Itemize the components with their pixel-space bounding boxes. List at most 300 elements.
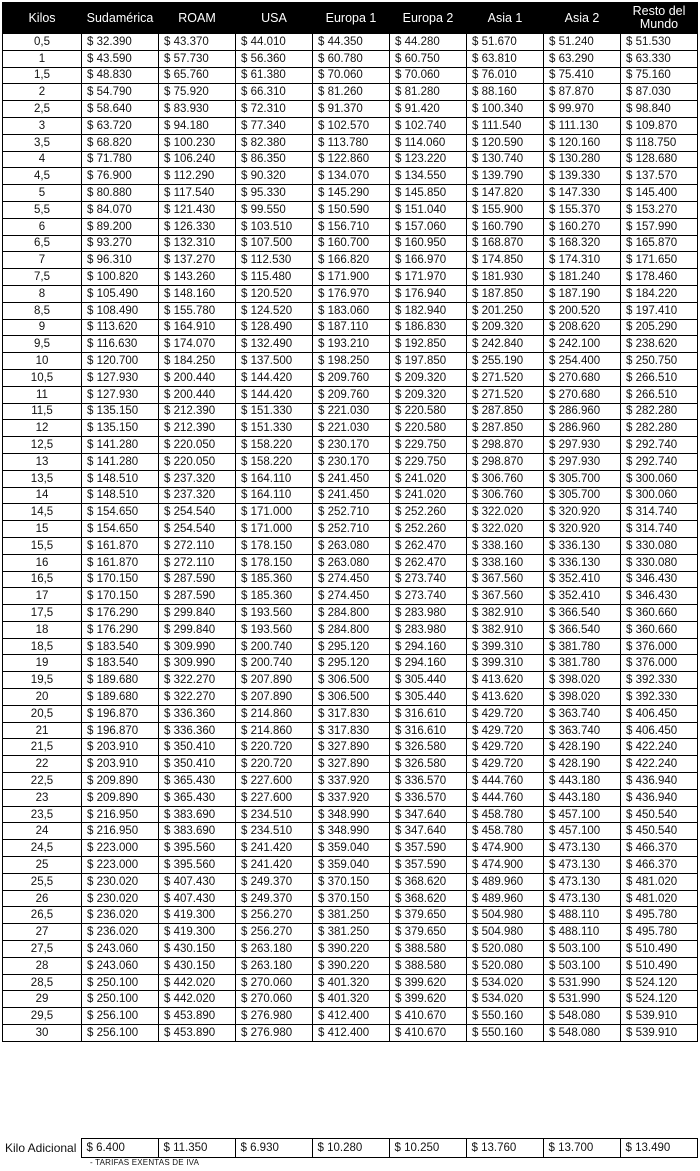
rate-cell: $ 108.490 xyxy=(82,302,159,319)
kilos-cell: 24,5 xyxy=(3,840,82,857)
kilos-cell: 23 xyxy=(3,789,82,806)
rate-cell: $ 230.020 xyxy=(82,890,159,907)
rate-cell: $ 370.150 xyxy=(313,890,390,907)
kilos-cell: 25 xyxy=(3,857,82,874)
kilos-cell: 23,5 xyxy=(3,806,82,823)
rate-cell: $ 365.430 xyxy=(159,773,236,790)
rate-cell: $ 401.320 xyxy=(313,974,390,991)
kilos-cell: 18,5 xyxy=(3,638,82,655)
rate-cell: $ 176.290 xyxy=(82,605,159,622)
tax-note: - TARIFAS EXENTAS DE IVA xyxy=(90,1158,200,1167)
rate-cell: $ 193.210 xyxy=(313,336,390,353)
rate-cell: $ 503.100 xyxy=(544,957,621,974)
rate-cell: $ 363.740 xyxy=(544,705,621,722)
rate-cell: $ 189.680 xyxy=(82,689,159,706)
rate-cell: $ 68.820 xyxy=(82,134,159,151)
rate-cell: $ 143.260 xyxy=(159,269,236,286)
kilo-adicional-table xyxy=(2,1138,698,1158)
kilos-cell: 21 xyxy=(3,722,82,739)
rate-cell: $ 113.780 xyxy=(313,134,390,151)
table-row xyxy=(3,269,698,286)
rate-cell: $ 510.490 xyxy=(621,957,698,974)
kilos-cell: 11 xyxy=(3,386,82,403)
rate-cell: $ 230.020 xyxy=(82,873,159,890)
rate-cell: $ 164.910 xyxy=(159,319,236,336)
rate-cell: $ 113.620 xyxy=(82,319,159,336)
column-header: Asia 1 xyxy=(467,3,544,34)
rate-cell: $ 158.220 xyxy=(236,437,313,454)
rate-cell: $ 429.720 xyxy=(467,756,544,773)
rate-cell: $ 80.880 xyxy=(82,185,159,202)
rate-cell: $ 214.860 xyxy=(236,705,313,722)
rate-cell: $ 87.030 xyxy=(621,84,698,101)
rate-cell: $ 229.750 xyxy=(390,437,467,454)
rate-cell: $ 429.720 xyxy=(467,722,544,739)
rate-cell: $ 137.270 xyxy=(159,252,236,269)
rate-cell: $ 282.280 xyxy=(621,403,698,420)
rate-cell: $ 99.970 xyxy=(544,101,621,118)
rate-cell: $ 120.520 xyxy=(236,285,313,302)
rate-cell: $ 295.120 xyxy=(313,655,390,672)
rate-cell: $ 187.850 xyxy=(467,285,544,302)
rate-cell: $ 442.020 xyxy=(159,974,236,991)
rate-cell: $ 422.240 xyxy=(621,739,698,756)
rate-cell: $ 109.870 xyxy=(621,117,698,134)
rate-cell: $ 256.100 xyxy=(82,1025,159,1042)
rate-cell: $ 227.600 xyxy=(236,789,313,806)
kilos-cell: 7 xyxy=(3,252,82,269)
rate-cell: $ 410.670 xyxy=(390,1008,467,1025)
rate-cell: $ 120.590 xyxy=(467,134,544,151)
rate-cell: $ 450.540 xyxy=(621,823,698,840)
rate-cell: $ 262.470 xyxy=(390,554,467,571)
kilos-cell: 6 xyxy=(3,218,82,235)
table-row xyxy=(3,605,698,622)
rate-cell: $ 338.160 xyxy=(467,537,544,554)
rate-cell: $ 534.020 xyxy=(467,991,544,1008)
rate-cell: $ 399.310 xyxy=(467,638,544,655)
rate-cell: $ 128.490 xyxy=(236,319,313,336)
kilo-adicional-cell: $ 6.400 xyxy=(81,1139,158,1158)
rate-cell: $ 395.560 xyxy=(159,857,236,874)
rate-cell: $ 379.650 xyxy=(390,907,467,924)
rate-cell: $ 148.160 xyxy=(159,285,236,302)
rate-cell: $ 151.040 xyxy=(390,201,467,218)
rate-cell: $ 70.060 xyxy=(313,67,390,84)
rate-cell: $ 406.450 xyxy=(621,705,698,722)
rate-cell: $ 106.240 xyxy=(159,151,236,168)
rate-cell: $ 196.870 xyxy=(82,722,159,739)
kilos-cell: 16,5 xyxy=(3,571,82,588)
rate-cell: $ 182.940 xyxy=(390,302,467,319)
rate-cell: $ 87.870 xyxy=(544,84,621,101)
rate-cell: $ 128.680 xyxy=(621,151,698,168)
rate-cell: $ 443.180 xyxy=(544,773,621,790)
rate-cell: $ 381.250 xyxy=(313,924,390,941)
rate-cell: $ 270.680 xyxy=(544,386,621,403)
rate-cell: $ 60.780 xyxy=(313,50,390,67)
rate-cell: $ 118.750 xyxy=(621,134,698,151)
rate-cell: $ 481.020 xyxy=(621,890,698,907)
rate-cell: $ 198.250 xyxy=(313,353,390,370)
rate-cell: $ 287.850 xyxy=(467,403,544,420)
rate-cell: $ 89.200 xyxy=(82,218,159,235)
rate-cell: $ 294.160 xyxy=(390,638,467,655)
rate-cell: $ 383.690 xyxy=(159,823,236,840)
kilos-cell: 24 xyxy=(3,823,82,840)
rate-cell: $ 105.490 xyxy=(82,285,159,302)
rate-cell: $ 250.750 xyxy=(621,353,698,370)
table-row xyxy=(3,655,698,672)
kilos-cell: 8 xyxy=(3,285,82,302)
table-row xyxy=(3,218,698,235)
rate-cell: $ 453.890 xyxy=(159,1008,236,1025)
rate-cell: $ 317.830 xyxy=(313,722,390,739)
rate-cell: $ 284.800 xyxy=(313,621,390,638)
rate-cell: $ 539.910 xyxy=(621,1008,698,1025)
rate-cell: $ 266.510 xyxy=(621,369,698,386)
table-row xyxy=(3,571,698,588)
rate-cell: $ 286.960 xyxy=(544,403,621,420)
rate-cell: $ 77.340 xyxy=(236,117,313,134)
rate-cell: $ 184.250 xyxy=(159,353,236,370)
kilo-adicional-cell: $ 13.700 xyxy=(543,1139,620,1158)
rate-cell: $ 534.020 xyxy=(467,974,544,991)
rate-cell: $ 489.960 xyxy=(467,873,544,890)
rate-cell: $ 181.930 xyxy=(467,269,544,286)
rate-cell: $ 419.300 xyxy=(159,907,236,924)
rate-cell: $ 473.130 xyxy=(544,890,621,907)
rate-cell: $ 252.260 xyxy=(390,504,467,521)
rate-cell: $ 200.740 xyxy=(236,655,313,672)
rate-cell: $ 466.370 xyxy=(621,857,698,874)
rate-cell: $ 145.850 xyxy=(390,185,467,202)
rate-cell: $ 287.850 xyxy=(467,420,544,437)
rate-cell: $ 473.130 xyxy=(544,840,621,857)
rate-cell: $ 151.330 xyxy=(236,420,313,437)
rate-cell: $ 504.980 xyxy=(467,924,544,941)
rate-cell: $ 298.870 xyxy=(467,453,544,470)
table-row xyxy=(3,470,698,487)
rate-cell: $ 284.800 xyxy=(313,605,390,622)
rate-cell: $ 203.910 xyxy=(82,756,159,773)
rate-cell: $ 363.740 xyxy=(544,722,621,739)
table-row xyxy=(3,369,698,386)
rate-cell: $ 322.020 xyxy=(467,504,544,521)
rate-cell: $ 305.700 xyxy=(544,470,621,487)
kilo-adicional-cell: $ 13.760 xyxy=(466,1139,543,1158)
kilos-cell: 8,5 xyxy=(3,302,82,319)
table-row xyxy=(3,252,698,269)
rate-cell: $ 43.590 xyxy=(82,50,159,67)
rate-cell: $ 474.900 xyxy=(467,857,544,874)
column-header: Europa 2 xyxy=(390,3,467,34)
rate-cell: $ 184.220 xyxy=(621,285,698,302)
rate-cell: $ 155.370 xyxy=(544,201,621,218)
rate-cell: $ 410.670 xyxy=(390,1025,467,1042)
table-row xyxy=(3,621,698,638)
rate-cell: $ 96.310 xyxy=(82,252,159,269)
rate-cell: $ 43.370 xyxy=(159,34,236,51)
rate-cell: $ 160.270 xyxy=(544,218,621,235)
rate-cell: $ 381.250 xyxy=(313,907,390,924)
rate-cell: $ 237.320 xyxy=(159,470,236,487)
rate-cell: $ 160.950 xyxy=(390,235,467,252)
rate-cell: $ 326.580 xyxy=(390,739,467,756)
rate-cell: $ 134.550 xyxy=(390,168,467,185)
rate-cell: $ 168.870 xyxy=(467,235,544,252)
rate-cell: $ 457.100 xyxy=(544,806,621,823)
rate-cell: $ 176.290 xyxy=(82,621,159,638)
rate-cell: $ 120.700 xyxy=(82,353,159,370)
rate-cell: $ 114.060 xyxy=(390,134,467,151)
rate-cell: $ 160.700 xyxy=(313,235,390,252)
rate-cell: $ 263.180 xyxy=(236,957,313,974)
rate-cell: $ 388.580 xyxy=(390,957,467,974)
table-row xyxy=(3,386,698,403)
rate-cell: $ 316.610 xyxy=(390,705,467,722)
kilo-adicional-row xyxy=(2,1139,697,1158)
rate-cell: $ 392.330 xyxy=(621,689,698,706)
kilos-cell: 16 xyxy=(3,554,82,571)
table-row xyxy=(3,638,698,655)
rate-cell: $ 91.420 xyxy=(390,101,467,118)
rate-cell: $ 388.580 xyxy=(390,941,467,958)
kilos-cell: 29,5 xyxy=(3,1008,82,1025)
rate-cell: $ 399.620 xyxy=(390,991,467,1008)
rate-cell: $ 306.760 xyxy=(467,487,544,504)
rate-cell: $ 200.520 xyxy=(544,302,621,319)
rate-cell: $ 187.110 xyxy=(313,319,390,336)
rate-cell: $ 134.070 xyxy=(313,168,390,185)
rate-cell: $ 166.970 xyxy=(390,252,467,269)
rate-cell: $ 65.760 xyxy=(159,67,236,84)
kilos-cell: 15 xyxy=(3,521,82,538)
table-row xyxy=(3,739,698,756)
rate-cell: $ 250.100 xyxy=(82,974,159,991)
rate-cell: $ 83.930 xyxy=(159,101,236,118)
table-row xyxy=(3,1008,698,1025)
rate-cell: $ 252.710 xyxy=(313,504,390,521)
rate-cell: $ 298.870 xyxy=(467,437,544,454)
rate-cell: $ 382.910 xyxy=(467,621,544,638)
table-row xyxy=(3,487,698,504)
rate-cell: $ 205.290 xyxy=(621,319,698,336)
table-row xyxy=(3,857,698,874)
rate-cell: $ 383.690 xyxy=(159,806,236,823)
rate-cell: $ 442.020 xyxy=(159,991,236,1008)
table-row xyxy=(3,437,698,454)
rate-cell: $ 330.080 xyxy=(621,537,698,554)
rate-cell: $ 70.060 xyxy=(390,67,467,84)
table-row xyxy=(3,84,698,101)
rate-cell: $ 207.890 xyxy=(236,672,313,689)
rate-cell: $ 236.020 xyxy=(82,907,159,924)
rate-cell: $ 294.160 xyxy=(390,655,467,672)
rate-cell: $ 94.180 xyxy=(159,117,236,134)
kilos-cell: 14,5 xyxy=(3,504,82,521)
rate-cell: $ 337.920 xyxy=(313,773,390,790)
rate-cell: $ 406.450 xyxy=(621,722,698,739)
rate-cell: $ 466.370 xyxy=(621,840,698,857)
rate-cell: $ 305.700 xyxy=(544,487,621,504)
rate-cell: $ 488.110 xyxy=(544,924,621,941)
rate-cell: $ 236.020 xyxy=(82,924,159,941)
rate-cell: $ 241.420 xyxy=(236,840,313,857)
rate-cell: $ 127.930 xyxy=(82,386,159,403)
table-row xyxy=(3,890,698,907)
rate-cell: $ 230.170 xyxy=(313,453,390,470)
rate-cell: $ 336.360 xyxy=(159,722,236,739)
rate-cell: $ 189.680 xyxy=(82,672,159,689)
table-row xyxy=(3,168,698,185)
rate-cell: $ 51.670 xyxy=(467,34,544,51)
column-header: Resto del Mundo xyxy=(621,3,698,34)
rate-cell: $ 164.110 xyxy=(236,470,313,487)
rate-cell: $ 112.290 xyxy=(159,168,236,185)
kilos-cell: 28 xyxy=(3,957,82,974)
rate-cell: $ 531.990 xyxy=(544,991,621,1008)
kilos-cell: 3,5 xyxy=(3,134,82,151)
rate-cell: $ 223.000 xyxy=(82,840,159,857)
rate-cell: $ 270.680 xyxy=(544,369,621,386)
rate-cell: $ 443.180 xyxy=(544,789,621,806)
rate-cell: $ 234.510 xyxy=(236,806,313,823)
rate-cell: $ 100.230 xyxy=(159,134,236,151)
rate-cell: $ 350.410 xyxy=(159,739,236,756)
rate-cell: $ 220.050 xyxy=(159,453,236,470)
kilos-cell: 9 xyxy=(3,319,82,336)
rate-cell: $ 531.990 xyxy=(544,974,621,991)
kilos-cell: 20,5 xyxy=(3,705,82,722)
kilos-cell: 22,5 xyxy=(3,773,82,790)
rate-cell: $ 382.910 xyxy=(467,605,544,622)
rate-cell: $ 127.930 xyxy=(82,369,159,386)
header-row xyxy=(3,3,698,34)
rate-cell: $ 381.780 xyxy=(544,655,621,672)
rate-cell: $ 376.000 xyxy=(621,655,698,672)
rate-cell: $ 137.500 xyxy=(236,353,313,370)
table-row xyxy=(3,756,698,773)
rate-cell: $ 392.330 xyxy=(621,672,698,689)
table-row xyxy=(3,588,698,605)
rate-cell: $ 322.270 xyxy=(159,689,236,706)
table-row xyxy=(3,689,698,706)
rate-cell: $ 336.360 xyxy=(159,705,236,722)
rate-cell: $ 352.410 xyxy=(544,571,621,588)
rate-cell: $ 376.000 xyxy=(621,638,698,655)
rate-cell: $ 107.500 xyxy=(236,235,313,252)
rate-cell: $ 155.780 xyxy=(159,302,236,319)
rate-cell: $ 148.510 xyxy=(82,487,159,504)
rate-cell: $ 241.020 xyxy=(390,470,467,487)
rate-cell: $ 32.390 xyxy=(82,34,159,51)
table-row xyxy=(3,235,698,252)
kilos-cell: 27 xyxy=(3,924,82,941)
rate-cell: $ 390.220 xyxy=(313,941,390,958)
rate-cell: $ 148.510 xyxy=(82,470,159,487)
rate-cell: $ 171.000 xyxy=(236,504,313,521)
rate-cell: $ 176.940 xyxy=(390,285,467,302)
rate-cell: $ 209.320 xyxy=(390,369,467,386)
kilos-cell: 5,5 xyxy=(3,201,82,218)
rate-cell: $ 63.810 xyxy=(467,50,544,67)
rate-cell: $ 381.780 xyxy=(544,638,621,655)
rate-cell: $ 422.240 xyxy=(621,756,698,773)
rate-cell: $ 51.530 xyxy=(621,34,698,51)
rate-cell: $ 242.840 xyxy=(467,336,544,353)
kilos-cell: 26,5 xyxy=(3,907,82,924)
rate-cell: $ 306.760 xyxy=(467,470,544,487)
rate-cell: $ 550.160 xyxy=(467,1025,544,1042)
rate-cell: $ 111.130 xyxy=(544,117,621,134)
table-row xyxy=(3,185,698,202)
rate-cell: $ 263.180 xyxy=(236,941,313,958)
rate-cell: $ 234.510 xyxy=(236,823,313,840)
rate-cell: $ 283.980 xyxy=(390,621,467,638)
rate-cell: $ 99.550 xyxy=(236,201,313,218)
rate-cell: $ 413.620 xyxy=(467,689,544,706)
table-row xyxy=(3,151,698,168)
kilo-adicional-label: Kilo Adicional xyxy=(5,1141,77,1155)
rate-cell: $ 174.310 xyxy=(544,252,621,269)
rate-cell: $ 88.160 xyxy=(467,84,544,101)
rate-cell: $ 153.270 xyxy=(621,201,698,218)
rate-cell: $ 227.600 xyxy=(236,773,313,790)
rate-cell: $ 123.220 xyxy=(390,151,467,168)
rate-cell: $ 548.080 xyxy=(544,1008,621,1025)
rate-cell: $ 504.980 xyxy=(467,907,544,924)
rate-cell: $ 366.540 xyxy=(544,621,621,638)
rate-cell: $ 495.780 xyxy=(621,907,698,924)
rate-cell: $ 306.500 xyxy=(313,672,390,689)
rate-cell: $ 357.590 xyxy=(390,857,467,874)
table-row xyxy=(3,319,698,336)
rate-cell: $ 412.400 xyxy=(313,1025,390,1042)
rate-cell: $ 164.110 xyxy=(236,487,313,504)
rate-cell: $ 347.640 xyxy=(390,806,467,823)
rate-cell: $ 220.580 xyxy=(390,403,467,420)
kilo-adicional-cell: $ 13.490 xyxy=(620,1139,697,1158)
rate-cell: $ 346.430 xyxy=(621,588,698,605)
rate-cell: $ 71.780 xyxy=(82,151,159,168)
rate-cell: $ 66.310 xyxy=(236,84,313,101)
rate-cell: $ 299.840 xyxy=(159,605,236,622)
rate-cell: $ 216.950 xyxy=(82,823,159,840)
rate-cell: $ 510.490 xyxy=(621,941,698,958)
rate-cell: $ 161.870 xyxy=(82,554,159,571)
kilos-cell: 13,5 xyxy=(3,470,82,487)
rate-cell: $ 124.520 xyxy=(236,302,313,319)
table-row xyxy=(3,134,698,151)
rate-cell: $ 130.740 xyxy=(467,151,544,168)
rate-cell: $ 63.290 xyxy=(544,50,621,67)
rate-cell: $ 430.150 xyxy=(159,957,236,974)
rate-cell: $ 276.980 xyxy=(236,1025,313,1042)
rate-cell: $ 214.860 xyxy=(236,722,313,739)
table-row xyxy=(3,974,698,991)
rate-cell: $ 276.980 xyxy=(236,1008,313,1025)
kilos-cell: 7,5 xyxy=(3,269,82,286)
rate-cell: $ 121.430 xyxy=(159,201,236,218)
rate-cell: $ 368.620 xyxy=(390,890,467,907)
rate-cell: $ 241.450 xyxy=(313,470,390,487)
rate-cell: $ 139.790 xyxy=(467,168,544,185)
rate-cell: $ 305.440 xyxy=(390,689,467,706)
rate-cell: $ 209.320 xyxy=(390,386,467,403)
rate-cell: $ 157.060 xyxy=(390,218,467,235)
rate-cell: $ 48.830 xyxy=(82,67,159,84)
